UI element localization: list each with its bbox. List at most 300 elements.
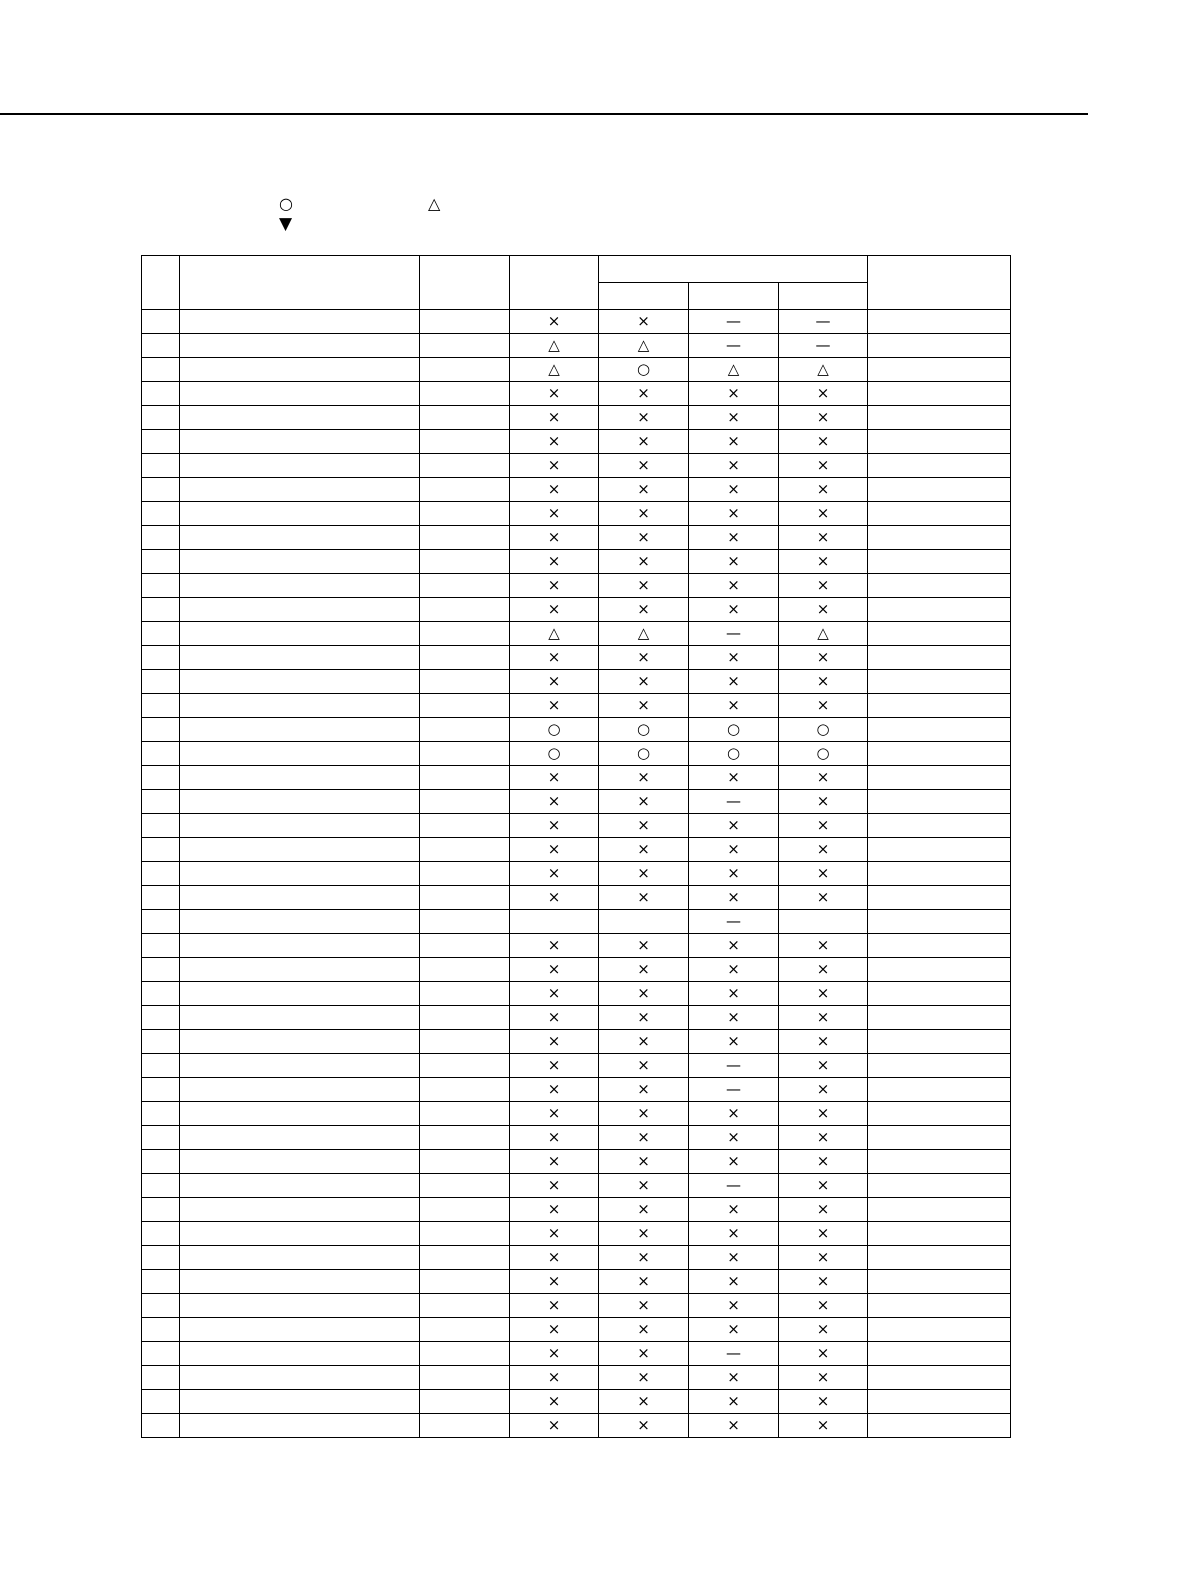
symbol-cell: × [779,982,868,1006]
symbol-cell [510,910,599,934]
row-remarks-cell [868,694,1011,718]
row-remarks-cell [868,838,1011,862]
symbol-cell: × [599,1294,689,1318]
symbol-cell: △ [599,334,689,358]
symbol-cell: △ [779,358,868,382]
compatibility-table [141,255,1011,1438]
row-item-cell [180,1054,420,1078]
symbol-cell: × [599,1054,689,1078]
header-col-b [510,256,599,310]
symbol-cell: × [510,1342,599,1366]
legend-down-triangle-icon: ▼ [279,214,293,234]
symbol-cell: — [779,334,868,358]
legend-circle-icon: ○ [279,194,293,213]
row-number-cell [142,358,180,382]
row-number-cell [142,886,180,910]
row-number-cell [142,1174,180,1198]
row-col-a-cell [420,1414,510,1438]
symbol-cell: △ [599,622,689,646]
row-remarks-cell [868,454,1011,478]
row-item-cell [180,598,420,622]
row-item-cell [180,862,420,886]
row-item-cell [180,502,420,526]
symbol-cell: × [510,934,599,958]
table-row [142,1366,1011,1390]
symbol-cell: ○ [689,742,779,766]
row-remarks-cell [868,886,1011,910]
symbol-cell: × [510,838,599,862]
row-item-cell [180,622,420,646]
row-remarks-cell [868,1054,1011,1078]
symbol-cell: ○ [510,718,599,742]
row-col-a-cell [420,646,510,670]
row-item-cell [180,982,420,1006]
row-col-a-cell [420,478,510,502]
symbol-cell: × [599,838,689,862]
row-remarks-cell [868,1390,1011,1414]
row-col-a-cell [420,1150,510,1174]
row-col-a-cell [420,742,510,766]
row-remarks-cell [868,1174,1011,1198]
row-number-cell [142,910,180,934]
symbol-cell: ○ [689,718,779,742]
symbol-cell: — [689,310,779,334]
table-row [142,1318,1011,1342]
symbol-cell: × [599,550,689,574]
symbol-cell: × [599,1174,689,1198]
symbol-cell: × [779,1174,868,1198]
row-col-a-cell [420,1342,510,1366]
symbol-cell: × [510,1078,599,1102]
row-number-cell [142,574,180,598]
row-number-cell [142,958,180,982]
row-number-cell [142,1006,180,1030]
symbol-cell: × [510,958,599,982]
symbol-cell: × [599,1222,689,1246]
symbol-cell: × [599,502,689,526]
symbol-cell: × [689,1150,779,1174]
row-remarks-cell [868,1102,1011,1126]
symbol-cell: — [689,334,779,358]
row-item-cell [180,1342,420,1366]
row-number-cell [142,742,180,766]
symbol-cell: × [599,526,689,550]
row-number-cell [142,1198,180,1222]
symbol-cell: — [689,1174,779,1198]
row-item-cell [180,670,420,694]
row-col-a-cell [420,670,510,694]
table-row [142,790,1011,814]
symbol-cell: × [779,790,868,814]
row-col-a-cell [420,766,510,790]
symbol-cell: × [779,1078,868,1102]
row-item-cell [180,814,420,838]
row-col-a-cell [420,1102,510,1126]
row-item-cell [180,958,420,982]
symbol-cell: × [599,1270,689,1294]
symbol-cell: × [779,1270,868,1294]
row-col-a-cell [420,1366,510,1390]
symbol-cell: ○ [599,358,689,382]
symbol-cell: × [779,1102,868,1126]
row-number-cell [142,382,180,406]
symbol-cell: × [689,430,779,454]
symbol-cell: × [689,1102,779,1126]
row-number-cell [142,1246,180,1270]
row-remarks-cell [868,358,1011,382]
header-col-a [420,256,510,310]
row-remarks-cell [868,550,1011,574]
symbol-cell: × [779,670,868,694]
symbol-cell: × [510,502,599,526]
row-item-cell [180,766,420,790]
table-row [142,742,1011,766]
table-row [142,454,1011,478]
row-remarks-cell [868,1342,1011,1366]
table-row [142,910,1011,934]
row-remarks-cell [868,1126,1011,1150]
symbol-cell: × [689,502,779,526]
symbol-cell: × [510,526,599,550]
row-number-cell [142,766,180,790]
row-remarks-cell [868,598,1011,622]
row-number-cell [142,670,180,694]
symbol-cell [779,910,868,934]
symbol-cell: × [779,502,868,526]
row-item-cell [180,1414,420,1438]
row-col-a-cell [420,718,510,742]
row-remarks-cell [868,718,1011,742]
row-item-cell [180,454,420,478]
table-row [142,862,1011,886]
row-col-a-cell [420,1270,510,1294]
row-remarks-cell [868,310,1011,334]
row-col-a-cell [420,1054,510,1078]
row-item-cell [180,1006,420,1030]
symbol-cell: × [510,1222,599,1246]
row-col-a-cell [420,310,510,334]
symbol-cell: × [510,670,599,694]
row-col-a-cell [420,1294,510,1318]
table-row [142,646,1011,670]
symbol-cell: × [599,430,689,454]
symbol-cell: × [689,574,779,598]
symbol-cell: × [779,478,868,502]
symbol-cell: — [689,790,779,814]
row-remarks-cell [868,1078,1011,1102]
symbol-cell: × [689,1006,779,1030]
row-col-a-cell [420,1030,510,1054]
symbol-cell: × [510,1414,599,1438]
symbol-cell: × [689,1390,779,1414]
row-remarks-cell [868,982,1011,1006]
row-number-cell [142,934,180,958]
header-item [180,256,420,310]
row-item-cell [180,886,420,910]
table-row [142,958,1011,982]
symbol-cell: × [510,886,599,910]
row-number-cell [142,1150,180,1174]
row-remarks-cell [868,1318,1011,1342]
row-col-a-cell [420,382,510,406]
symbol-cell: × [689,694,779,718]
row-col-a-cell [420,958,510,982]
table-row [142,526,1011,550]
row-number-cell [142,838,180,862]
table-row [142,550,1011,574]
row-number-cell [142,982,180,1006]
symbol-cell: × [510,1246,599,1270]
symbol-cell: × [599,1414,689,1438]
symbol-cell: × [599,406,689,430]
row-item-cell [180,550,420,574]
symbol-cell: × [779,574,868,598]
symbol-cell: × [599,382,689,406]
symbol-cell: × [599,1318,689,1342]
symbol-cell: × [599,814,689,838]
symbol-cell: × [510,550,599,574]
symbol-cell: × [689,406,779,430]
row-number-cell [142,1414,180,1438]
symbol-cell: × [779,1198,868,1222]
symbol-cell: × [779,1246,868,1270]
row-col-a-cell [420,334,510,358]
row-col-a-cell [420,1078,510,1102]
symbol-cell: × [510,1030,599,1054]
symbol-cell: × [599,1150,689,1174]
row-col-a-cell [420,1006,510,1030]
table-row [142,1054,1011,1078]
row-remarks-cell [868,430,1011,454]
row-remarks-cell [868,1366,1011,1390]
symbol-cell: × [510,1390,599,1414]
symbol-cell: × [510,382,599,406]
symbol-cell: × [779,430,868,454]
symbol-cell: × [510,574,599,598]
symbol-cell: × [779,598,868,622]
row-col-a-cell [420,574,510,598]
row-col-a-cell [420,1222,510,1246]
symbol-cell: × [599,982,689,1006]
symbol-cell: × [599,886,689,910]
symbol-cell: × [599,1126,689,1150]
symbol-cell: × [510,478,599,502]
symbol-cell: — [689,1078,779,1102]
row-item-cell [180,430,420,454]
row-number-cell [142,718,180,742]
row-col-a-cell [420,982,510,1006]
table-row [142,382,1011,406]
row-number-cell [142,1030,180,1054]
row-number-cell [142,598,180,622]
symbol-cell: ○ [510,742,599,766]
symbol-cell: — [779,310,868,334]
symbol-cell: △ [779,622,868,646]
symbol-cell: × [510,406,599,430]
row-number-cell [142,622,180,646]
symbol-cell: × [599,454,689,478]
symbol-cell: × [510,430,599,454]
table-row [142,430,1011,454]
symbol-cell: × [779,934,868,958]
row-col-a-cell [420,934,510,958]
symbol-cell: × [779,1294,868,1318]
symbol-cell: × [599,1006,689,1030]
row-remarks-cell [868,766,1011,790]
row-remarks-cell [868,1006,1011,1030]
row-number-cell [142,526,180,550]
row-item-cell [180,1294,420,1318]
table-row [142,358,1011,382]
symbol-cell: × [599,1342,689,1366]
symbol-cell: × [510,862,599,886]
table-row [142,1006,1011,1030]
symbol-cell: × [689,1318,779,1342]
symbol-cell: × [510,1366,599,1390]
symbol-cell: × [689,982,779,1006]
header-no [142,256,180,310]
symbol-cell: × [779,1150,868,1174]
symbol-cell [599,910,689,934]
symbol-cell: × [510,1174,599,1198]
row-remarks-cell [868,862,1011,886]
header-sub-1 [599,283,689,310]
symbol-cell: × [779,694,868,718]
row-col-a-cell [420,550,510,574]
table-row [142,718,1011,742]
symbol-cell: × [510,982,599,1006]
symbol-cell: × [689,526,779,550]
symbol-cell: × [689,1414,779,1438]
symbol-cell: × [779,1126,868,1150]
symbol-cell: × [689,454,779,478]
row-item-cell [180,838,420,862]
row-item-cell [180,1222,420,1246]
symbol-cell: × [599,862,689,886]
table-row [142,886,1011,910]
row-number-cell [142,694,180,718]
symbol-cell: × [779,382,868,406]
table-row [142,670,1011,694]
symbol-cell: × [510,766,599,790]
row-number-cell [142,1126,180,1150]
table-row [142,1222,1011,1246]
symbol-cell: × [599,478,689,502]
symbol-cell: × [689,838,779,862]
row-col-a-cell [420,1390,510,1414]
symbol-cell: × [689,862,779,886]
row-remarks-cell [868,1246,1011,1270]
symbol-cell: × [510,814,599,838]
table-row [142,982,1011,1006]
row-item-cell [180,406,420,430]
symbol-cell: × [599,1246,689,1270]
table-row [142,814,1011,838]
row-remarks-cell [868,1270,1011,1294]
symbol-cell: × [779,550,868,574]
symbol-cell: × [510,1150,599,1174]
row-number-cell [142,1366,180,1390]
symbol-cell: △ [689,358,779,382]
symbol-cell: × [689,1294,779,1318]
row-remarks-cell [868,1198,1011,1222]
symbol-cell: × [510,1318,599,1342]
symbol-cell: × [599,646,689,670]
symbol-cell: × [599,1366,689,1390]
table-row [142,1342,1011,1366]
symbol-cell: × [779,1318,868,1342]
symbol-cell: × [779,454,868,478]
table-row [142,934,1011,958]
row-item-cell [180,478,420,502]
row-remarks-cell [868,958,1011,982]
row-number-cell [142,1078,180,1102]
symbol-cell: △ [510,358,599,382]
symbol-cell: × [779,1342,868,1366]
table-row [142,1030,1011,1054]
symbol-cell: × [599,1078,689,1102]
row-item-cell [180,1198,420,1222]
table-row [142,1078,1011,1102]
table-row [142,766,1011,790]
symbol-cell: × [599,670,689,694]
symbol-cell: × [779,1390,868,1414]
row-col-a-cell [420,1126,510,1150]
table-row [142,838,1011,862]
row-number-cell [142,478,180,502]
row-remarks-cell [868,646,1011,670]
row-col-a-cell [420,598,510,622]
top-horizontal-rule [0,113,1088,115]
header-group [599,256,868,283]
row-item-cell [180,910,420,934]
row-col-a-cell [420,838,510,862]
row-col-a-cell [420,862,510,886]
table-row [142,1150,1011,1174]
row-remarks-cell [868,790,1011,814]
row-number-cell [142,1054,180,1078]
header-sub-3 [779,283,868,310]
symbol-cell: × [779,862,868,886]
symbol-cell: × [510,454,599,478]
table-row [142,1126,1011,1150]
row-col-a-cell [420,454,510,478]
row-number-cell [142,1318,180,1342]
row-col-a-cell [420,1246,510,1270]
row-item-cell [180,574,420,598]
symbol-cell: × [510,694,599,718]
table-row [142,1198,1011,1222]
symbol-cell: × [510,1294,599,1318]
symbol-cell: — [689,910,779,934]
symbol-cell: × [689,1246,779,1270]
row-remarks-cell [868,1294,1011,1318]
row-item-cell [180,334,420,358]
row-number-cell [142,1222,180,1246]
symbol-cell: × [689,958,779,982]
row-item-cell [180,718,420,742]
symbol-cell: ○ [599,718,689,742]
symbol-cell: × [689,766,779,790]
row-col-a-cell [420,406,510,430]
symbol-cell: × [510,1102,599,1126]
row-col-a-cell [420,814,510,838]
row-number-cell [142,814,180,838]
symbol-cell: × [779,1030,868,1054]
symbol-cell: × [510,310,599,334]
symbol-cell: × [599,310,689,334]
symbol-cell: × [599,694,689,718]
